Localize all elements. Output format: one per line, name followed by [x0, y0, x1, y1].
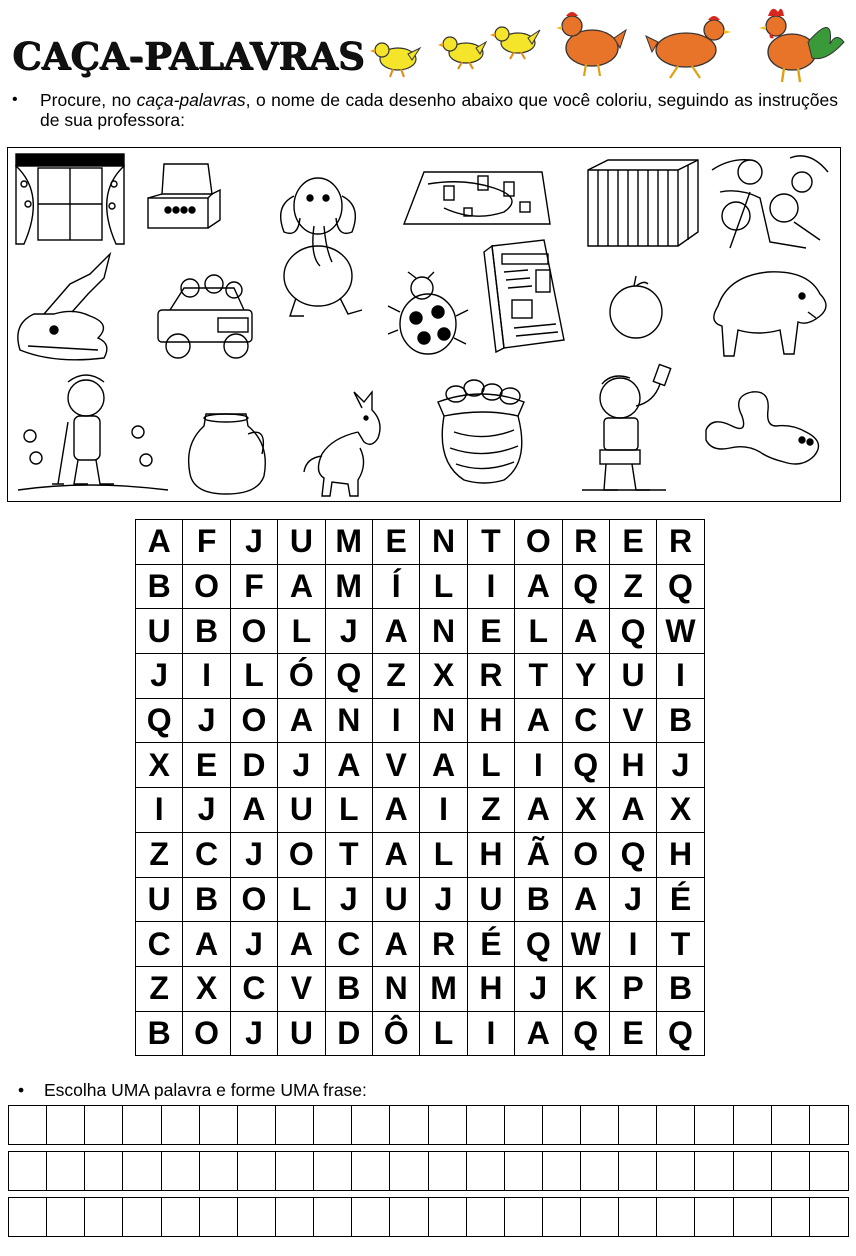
word-search-grid: [135, 519, 705, 1056]
writing-cell[interactable]: [772, 1198, 810, 1236]
grid-cell[interactable]: I: [467, 564, 514, 609]
grid-cell[interactable]: U: [278, 1011, 325, 1056]
grid-cell[interactable]: I: [136, 788, 183, 833]
writing-cell[interactable]: [352, 1106, 390, 1144]
newspaper-icon: [484, 240, 564, 352]
grid-cell[interactable]: L: [278, 877, 325, 922]
grid-cell[interactable]: J: [325, 609, 372, 654]
writing-cell[interactable]: [276, 1152, 314, 1190]
grid-row: [136, 743, 705, 788]
grid-cell[interactable]: A: [515, 698, 562, 743]
grid-cell[interactable]: L: [420, 564, 467, 609]
grid-cell[interactable]: J: [278, 743, 325, 788]
writing-cell[interactable]: [390, 1106, 428, 1144]
grid-cell[interactable]: O: [515, 520, 562, 565]
grid-cell[interactable]: M: [325, 520, 372, 565]
alligator-icon: [18, 254, 110, 360]
writing-cell[interactable]: [619, 1106, 657, 1144]
grid-cell[interactable]: A: [372, 922, 419, 967]
grid-cell[interactable]: B: [325, 966, 372, 1011]
grid-row: [136, 520, 705, 565]
grid-cell[interactable]: R: [562, 520, 609, 565]
grid-row: [136, 922, 705, 967]
grid-cell[interactable]: Q: [609, 832, 656, 877]
grid-cell[interactable]: P: [609, 966, 656, 1011]
grid-cell[interactable]: V: [609, 698, 656, 743]
grid-cell[interactable]: C: [136, 922, 183, 967]
writing-cell[interactable]: [505, 1152, 543, 1190]
boar-icon: [714, 272, 826, 356]
writing-cell[interactable]: [276, 1106, 314, 1144]
writing-cell[interactable]: [581, 1198, 619, 1236]
bullet: •: [18, 1080, 25, 1100]
grid-cell[interactable]: Z: [609, 564, 656, 609]
grid-row: [136, 1011, 705, 1056]
writing-cell[interactable]: [772, 1152, 810, 1190]
grid-cell[interactable]: U: [372, 877, 419, 922]
grid-cell[interactable]: B: [657, 966, 704, 1011]
grid-cell[interactable]: A: [183, 922, 230, 967]
grid-cell[interactable]: A: [278, 698, 325, 743]
grid-cell[interactable]: A: [515, 788, 562, 833]
donkey-icon: [304, 392, 380, 496]
jar-icon: [189, 414, 266, 494]
instructions: [12, 90, 838, 130]
grid-cell[interactable]: J: [183, 698, 230, 743]
grid-cell[interactable]: X: [562, 788, 609, 833]
writing-cell[interactable]: [9, 1106, 47, 1144]
writing-cell[interactable]: [429, 1198, 467, 1236]
writing-cell[interactable]: [47, 1152, 85, 1190]
grid-cell[interactable]: J: [230, 1011, 277, 1056]
writing-cell[interactable]: [810, 1106, 848, 1144]
grid-cell[interactable]: M: [420, 966, 467, 1011]
writing-cell[interactable]: [810, 1152, 848, 1190]
grid-cell[interactable]: F: [183, 520, 230, 565]
grid-cell[interactable]: N: [372, 966, 419, 1011]
grid-cell[interactable]: R: [467, 654, 514, 699]
writing-line-2[interactable]: [8, 1151, 849, 1191]
grid-cell[interactable]: J: [183, 788, 230, 833]
grid-cell[interactable]: W: [562, 922, 609, 967]
writing-cell[interactable]: [314, 1198, 352, 1236]
grid-cell[interactable]: W: [657, 609, 704, 654]
writing-cell[interactable]: [734, 1106, 772, 1144]
grid-cell[interactable]: E: [609, 1011, 656, 1056]
grid-cell[interactable]: E: [467, 609, 514, 654]
board-game-icon: [404, 172, 550, 224]
sentence-instruction: [18, 1080, 367, 1101]
writing-cell[interactable]: [238, 1106, 276, 1144]
writing-cell[interactable]: [123, 1198, 161, 1236]
cage-icon: [588, 160, 698, 246]
grid-cell[interactable]: U: [136, 877, 183, 922]
grid-cell[interactable]: I: [372, 698, 419, 743]
grid-cell[interactable]: N: [420, 520, 467, 565]
writing-cell[interactable]: [162, 1152, 200, 1190]
grid-cell[interactable]: L: [325, 788, 372, 833]
writing-cell[interactable]: [314, 1152, 352, 1190]
grid-cell[interactable]: A: [372, 609, 419, 654]
writing-cell[interactable]: [695, 1152, 733, 1190]
grid-cell[interactable]: A: [372, 832, 419, 877]
grid-cell[interactable]: T: [467, 520, 514, 565]
writing-cell[interactable]: [505, 1198, 543, 1236]
grid-cell[interactable]: U: [278, 520, 325, 565]
writing-cell[interactable]: [695, 1198, 733, 1236]
grid-cell[interactable]: E: [183, 743, 230, 788]
jeep-icon: [158, 275, 252, 358]
grid-cell[interactable]: B: [136, 1011, 183, 1056]
grid-cell[interactable]: O: [278, 832, 325, 877]
grid-cell[interactable]: A: [372, 788, 419, 833]
grid-cell[interactable]: B: [183, 877, 230, 922]
grid-cell[interactable]: Q: [562, 1011, 609, 1056]
grid-cell[interactable]: Z: [136, 832, 183, 877]
writing-cell[interactable]: [734, 1198, 772, 1236]
grid-cell[interactable]: K: [562, 966, 609, 1011]
writing-cell[interactable]: [276, 1198, 314, 1236]
chick-icon: [370, 43, 420, 77]
grid-cell[interactable]: A: [515, 564, 562, 609]
grid-row: [136, 788, 705, 833]
writing-cell[interactable]: [85, 1198, 123, 1236]
grid-cell[interactable]: H: [609, 743, 656, 788]
grid-cell[interactable]: R: [420, 922, 467, 967]
grid-cell[interactable]: É: [467, 922, 514, 967]
grid-cell[interactable]: X: [657, 788, 704, 833]
grid-cell[interactable]: J: [325, 877, 372, 922]
orange-icon: [610, 276, 662, 338]
writing-cell[interactable]: [543, 1198, 581, 1236]
grid-cell[interactable]: B: [657, 698, 704, 743]
chickens-decoration: [368, 2, 848, 84]
grid-cell[interactable]: D: [325, 1011, 372, 1056]
writing-cell[interactable]: [238, 1198, 276, 1236]
writing-cell[interactable]: [352, 1152, 390, 1190]
grid-cell[interactable]: L: [278, 609, 325, 654]
grid-row: [136, 564, 705, 609]
grid-cell[interactable]: N: [325, 698, 372, 743]
writing-cell[interactable]: [467, 1106, 505, 1144]
grid-row: [136, 609, 705, 654]
grid-cell[interactable]: L: [420, 832, 467, 877]
grid-cell[interactable]: Z: [136, 966, 183, 1011]
grid-cell[interactable]: Z: [467, 788, 514, 833]
writing-cell[interactable]: [505, 1106, 543, 1144]
writing-cell[interactable]: [467, 1152, 505, 1190]
ladybug-icon: [388, 272, 468, 354]
grid-cell[interactable]: V: [278, 966, 325, 1011]
grid-cell[interactable]: H: [467, 966, 514, 1011]
grid-cell[interactable]: A: [562, 609, 609, 654]
grid-cell[interactable]: U: [278, 788, 325, 833]
grid-cell[interactable]: B: [136, 564, 183, 609]
writing-cell[interactable]: [200, 1152, 238, 1190]
grid-cell[interactable]: I: [420, 788, 467, 833]
grid-cell[interactable]: C: [183, 832, 230, 877]
writing-cell[interactable]: [123, 1152, 161, 1190]
grid-cell[interactable]: Ô: [372, 1011, 419, 1056]
grid-cell[interactable]: Q: [562, 743, 609, 788]
instructions-emphasis: caça-palavras: [136, 90, 246, 110]
grid-cell[interactable]: Q: [657, 564, 704, 609]
writing-cell[interactable]: [543, 1106, 581, 1144]
grid-cell[interactable]: A: [609, 788, 656, 833]
grid-cell[interactable]: B: [183, 609, 230, 654]
grid-cell[interactable]: C: [230, 966, 277, 1011]
writing-cell[interactable]: [467, 1198, 505, 1236]
grid-cell[interactable]: R: [657, 520, 704, 565]
grid-row: [136, 877, 705, 922]
grid-cell[interactable]: J: [420, 877, 467, 922]
rooster-icon: [759, 9, 844, 82]
writing-cell[interactable]: [657, 1198, 695, 1236]
writing-cell[interactable]: [772, 1106, 810, 1144]
grid-cell[interactable]: A: [325, 743, 372, 788]
grid-row: [136, 698, 705, 743]
writing-cell[interactable]: [9, 1152, 47, 1190]
grid-cell[interactable]: A: [515, 1011, 562, 1056]
pictures-panel: [7, 147, 841, 502]
grid-cell[interactable]: X: [420, 654, 467, 699]
hen-icon: [646, 16, 731, 78]
writing-cell[interactable]: [581, 1106, 619, 1144]
hen-icon: [556, 12, 626, 76]
grid-cell[interactable]: Q: [562, 564, 609, 609]
writing-cell[interactable]: [543, 1152, 581, 1190]
grid-cell[interactable]: Í: [372, 564, 419, 609]
gardener-boy-icon: [18, 375, 168, 490]
grid-cell[interactable]: Q: [657, 1011, 704, 1056]
grid-cell[interactable]: I: [657, 654, 704, 699]
writing-cell[interactable]: [9, 1198, 47, 1236]
grid-cell[interactable]: J: [230, 832, 277, 877]
grid-cell[interactable]: Ó: [278, 654, 325, 699]
grid-cell[interactable]: C: [325, 922, 372, 967]
grid-cell[interactable]: A: [278, 564, 325, 609]
writing-line-1[interactable]: [8, 1105, 849, 1145]
writing-cell[interactable]: [47, 1198, 85, 1236]
grid-cell[interactable]: O: [183, 564, 230, 609]
grid-row: [136, 966, 705, 1011]
grid-cell[interactable]: J: [609, 877, 656, 922]
writing-cell[interactable]: [123, 1106, 161, 1144]
grid-cell[interactable]: Y: [562, 654, 609, 699]
grid-cell[interactable]: J: [136, 654, 183, 699]
writing-cell[interactable]: [162, 1106, 200, 1144]
grid-cell[interactable]: I: [183, 654, 230, 699]
grid-cell[interactable]: O: [562, 832, 609, 877]
writing-cell[interactable]: [429, 1152, 467, 1190]
grid-cell[interactable]: J: [515, 966, 562, 1011]
writing-cell[interactable]: [619, 1198, 657, 1236]
grid-cell[interactable]: J: [230, 922, 277, 967]
chick-icon: [438, 37, 486, 69]
writing-cell[interactable]: [734, 1152, 772, 1190]
grid-cell[interactable]: H: [467, 698, 514, 743]
grid-cell[interactable]: L: [515, 609, 562, 654]
grid-cell[interactable]: H: [467, 832, 514, 877]
window-icon: [16, 154, 124, 244]
writing-cell[interactable]: [695, 1106, 733, 1144]
grid-cell[interactable]: A: [230, 788, 277, 833]
grid-cell[interactable]: U: [467, 877, 514, 922]
writing-cell[interactable]: [314, 1106, 352, 1144]
grid-cell[interactable]: Ã: [515, 832, 562, 877]
boy-drinking-icon: [582, 364, 671, 490]
grid-cell[interactable]: A: [562, 877, 609, 922]
writing-cell[interactable]: [429, 1106, 467, 1144]
grid-cell[interactable]: N: [420, 609, 467, 654]
grid-cell[interactable]: U: [136, 609, 183, 654]
writing-cell[interactable]: [162, 1198, 200, 1236]
chick-icon: [490, 27, 540, 59]
sentence-instruction-label: Escolha UMA palavra e forme UMA frase:: [44, 1080, 367, 1100]
grid-cell[interactable]: B: [515, 877, 562, 922]
grid-cell[interactable]: F: [230, 564, 277, 609]
grid-cell[interactable]: U: [609, 654, 656, 699]
grid-cell[interactable]: I: [609, 922, 656, 967]
writing-cell[interactable]: [47, 1106, 85, 1144]
writing-cell[interactable]: [581, 1152, 619, 1190]
grid-cell[interactable]: C: [562, 698, 609, 743]
grid-cell[interactable]: J: [230, 520, 277, 565]
writing-cell[interactable]: [85, 1152, 123, 1190]
basket-icon: [438, 380, 524, 483]
grid-cell[interactable]: X: [136, 743, 183, 788]
grid-cell[interactable]: A: [278, 922, 325, 967]
grid-cell[interactable]: L: [467, 743, 514, 788]
grid-cell[interactable]: A: [420, 743, 467, 788]
writing-cell[interactable]: [352, 1198, 390, 1236]
grid-cell[interactable]: Q: [325, 654, 372, 699]
grid-cell[interactable]: Z: [372, 654, 419, 699]
instructions-text-1: Procure, no: [40, 90, 137, 110]
grid-cell[interactable]: T: [657, 922, 704, 967]
grid-cell[interactable]: M: [325, 564, 372, 609]
grid-cell[interactable]: T: [515, 654, 562, 699]
grid-cell[interactable]: I: [515, 743, 562, 788]
grid-cell[interactable]: É: [657, 877, 704, 922]
grid-cell[interactable]: A: [136, 520, 183, 565]
grid-cell[interactable]: E: [372, 520, 419, 565]
instructions-text-2: , o nome de cada desenho abaixo que você coloriu, seguindo as instruções de sua professora:: [40, 90, 839, 130]
grid-cell[interactable]: L: [230, 654, 277, 699]
grid-cell[interactable]: Q: [609, 609, 656, 654]
grid-row: [136, 832, 705, 877]
children-family-icon: [712, 156, 828, 248]
grid-cell[interactable]: H: [657, 832, 704, 877]
bullet: •: [12, 91, 18, 108]
grid-cell[interactable]: L: [420, 1011, 467, 1056]
writing-cell[interactable]: [657, 1106, 695, 1144]
grid-cell[interactable]: O: [230, 877, 277, 922]
grid-row: [136, 654, 705, 699]
grid-cell[interactable]: T: [325, 832, 372, 877]
snake-icon: [706, 392, 819, 464]
writing-cell[interactable]: [390, 1152, 428, 1190]
writing-cell[interactable]: [200, 1198, 238, 1236]
elephant-icon: [281, 178, 362, 316]
writing-cell[interactable]: [657, 1152, 695, 1190]
grid-cell[interactable]: O: [230, 698, 277, 743]
grid-cell[interactable]: D: [230, 743, 277, 788]
writing-cell[interactable]: [200, 1106, 238, 1144]
grid-cell[interactable]: X: [183, 966, 230, 1011]
grid-cell[interactable]: N: [420, 698, 467, 743]
page-title: CAÇA-PALAVRAS: [12, 34, 365, 78]
grid-cell[interactable]: V: [372, 743, 419, 788]
grid-cell[interactable]: Q: [136, 698, 183, 743]
writing-cell[interactable]: [810, 1198, 848, 1236]
grid-cell[interactable]: I: [467, 1011, 514, 1056]
grid-cell[interactable]: E: [609, 520, 656, 565]
grid-cell[interactable]: J: [657, 743, 704, 788]
grid-cell[interactable]: O: [183, 1011, 230, 1056]
writing-cell[interactable]: [85, 1106, 123, 1144]
writing-line-3[interactable]: [8, 1197, 849, 1237]
writing-cell[interactable]: [390, 1198, 428, 1236]
writing-cell[interactable]: [619, 1152, 657, 1190]
grid-cell[interactable]: O: [230, 609, 277, 654]
grid-cell[interactable]: Q: [515, 922, 562, 967]
writing-cell[interactable]: [238, 1152, 276, 1190]
treasure-chest-icon: [148, 164, 220, 228]
